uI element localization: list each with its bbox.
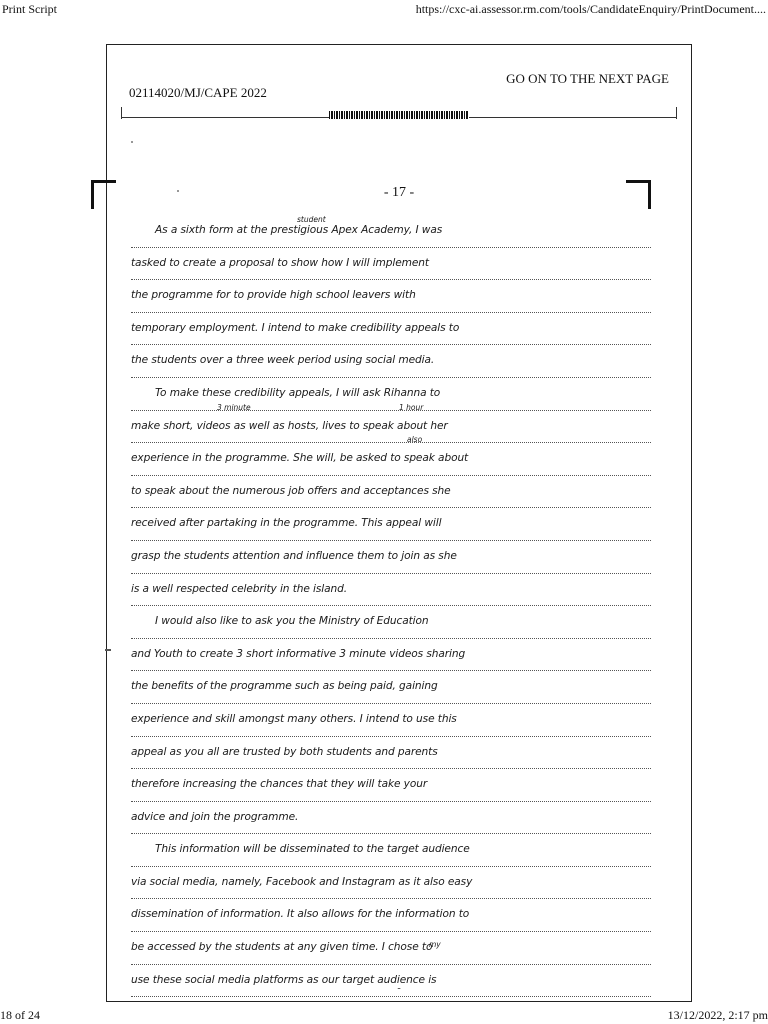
answer-line: the students over a three week period using social media. bbox=[131, 345, 651, 378]
exam-script-page bbox=[106, 44, 692, 1002]
answer-line: grasp the students attention and influence them to join as she bbox=[131, 541, 651, 574]
handwritten-insert-3-minute: 3 minute bbox=[217, 403, 251, 412]
answer-line: to speak about the numerous job offers and acceptances she bbox=[131, 476, 651, 509]
barcode-strip bbox=[329, 111, 469, 119]
answer-line: As a sixth form at the prestigious Apex Academy, I was bbox=[131, 215, 651, 248]
next-page-note: GO ON TO THE NEXT PAGE bbox=[506, 71, 669, 86]
answer-line: tasked to create a proposal to show how I will implement bbox=[131, 248, 651, 281]
answer-line: is a well respected celebrity in the island. bbox=[131, 574, 651, 607]
answer-line: I would also like to ask you the Ministry of Education bbox=[131, 606, 651, 639]
handwritten-answer bbox=[131, 215, 651, 997]
answer-line: To make these credibility appeals, I will ask Rihanna to bbox=[131, 378, 651, 411]
answer-line: via social media, namely, Facebook and Instagram as it also easy bbox=[131, 867, 651, 900]
print-url: https://cxc-ai.assessor.rm.com/tools/CandidateEnquiry/PrintDocument.... bbox=[415, 2, 766, 16]
answer-line: the benefits of the programme such as being paid, gaining bbox=[131, 671, 651, 704]
answer-line: temporary employment. I intend to make credibility appeals to bbox=[131, 313, 651, 346]
page-bottom-mark: - bbox=[397, 983, 401, 994]
answer-line: the programme for to provide high school leavers with bbox=[131, 280, 651, 313]
answer-line: experience in the programme. She will, be asked to speak about bbox=[131, 443, 651, 476]
answer-line: received after partaking in the programme. This appeal will bbox=[131, 508, 651, 541]
print-timestamp: 13/12/2022, 2:17 pm bbox=[667, 1008, 768, 1022]
answer-line: experience and skill amongst many others. I intend to use this bbox=[131, 704, 651, 737]
margin-mark bbox=[105, 649, 111, 651]
answer-line: use these social media platforms as our target audience is bbox=[131, 965, 651, 998]
print-title: Print Script bbox=[2, 2, 58, 16]
handwritten-insert-also: also bbox=[407, 435, 423, 444]
handwritten-insert-my: my bbox=[429, 940, 441, 949]
paper-code: 02114020/MJ/CAPE 2022 bbox=[129, 85, 267, 100]
answer-line: dissemination of information. It also allows for the information to bbox=[131, 899, 651, 932]
handwritten-insert-student: student bbox=[297, 215, 326, 224]
handwritten-insert-1-hour: 1 hour bbox=[399, 403, 424, 412]
answer-line: advice and join the programme. bbox=[131, 802, 651, 835]
answer-line: be accessed by the students at any given time. I chose to bbox=[131, 932, 651, 965]
stray-mark bbox=[131, 141, 133, 143]
page-number: - 17 - bbox=[383, 185, 415, 200]
stray-mark bbox=[177, 190, 179, 192]
browser-print-header bbox=[0, 0, 768, 20]
answer-line: and Youth to create 3 short informative 3 minute videos sharing bbox=[131, 639, 651, 672]
answer-line: therefore increasing the chances that they will take your bbox=[131, 769, 651, 802]
browser-print-footer bbox=[0, 1006, 768, 1024]
answer-line: appeal as you all are trusted by both students and parents bbox=[131, 737, 651, 770]
answer-line: This information will be disseminated to the target audience bbox=[131, 834, 651, 867]
print-page-count: 18 of 24 bbox=[0, 1008, 40, 1022]
answer-line: make short, videos as well as hosts, lives to speak about her bbox=[131, 411, 651, 444]
